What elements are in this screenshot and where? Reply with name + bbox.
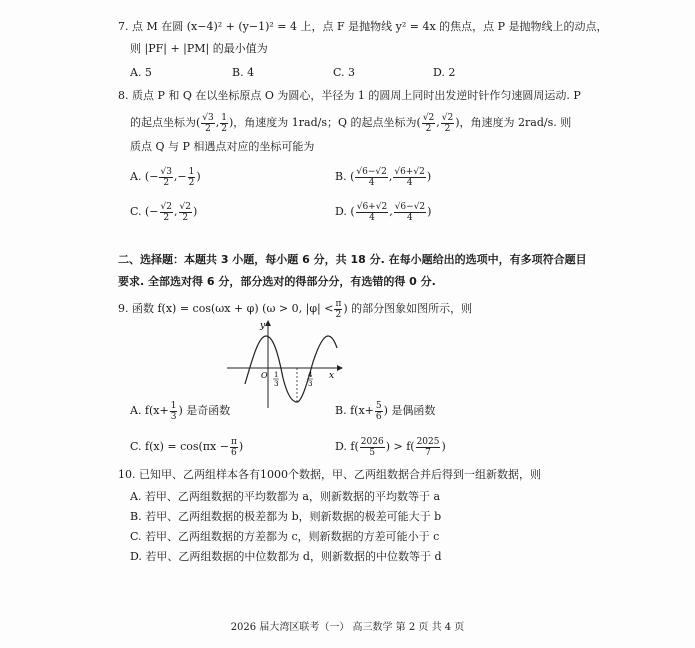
section2-instructions: 要求. 全部选对得 6 分，部分选对的得部分分，有选错的得 0 分. bbox=[118, 275, 436, 288]
y-axis-arrow bbox=[265, 320, 271, 326]
tick-4-3-den: 3 bbox=[308, 380, 313, 388]
q8-line2: 的起点坐标为( $\frac{√3}{2}$ , $\frac{1}{2}$ )，角速度为 1rad/s；Q 的起点坐标为( $\frac{√2}{2}$ , $\frac{√2}{2}$ )，角速度为 2rad/s. 则 bbox=[130, 112, 572, 134]
section2-heading: 二、选择题：本题共 3 小题，每小题 6 分，共 18 分. 在每小题给出的选项中，有多项符合题目 bbox=[118, 253, 587, 266]
cosine-curve bbox=[245, 336, 337, 402]
tick-4-3-num: 4 bbox=[308, 371, 313, 379]
axis-label-x: x bbox=[329, 371, 335, 381]
q7-line1: 7. 点 M 在圆 (x−4)² + (y−1)² = 4 上，点 F 是抛物线 y² = 4x 的焦点，点 P 是抛物线上的动点， bbox=[118, 20, 608, 33]
axis-label-y: y bbox=[260, 321, 266, 331]
q10-option-b: B. 若甲、乙两组数据的极差都为 b，则新数据的极差可能大于 b bbox=[130, 510, 442, 523]
q9-option-d: D. f( $\frac{2026}{5}$ ) > f( $\frac{2025}{7}$ ) bbox=[335, 436, 446, 458]
q8-option-c: C. (− $\frac{√2}{2}$ , $\frac{√2}{2}$ ) bbox=[130, 201, 198, 223]
frac-sqrt3-over-2: $\frac{√3}{2}$ bbox=[202, 112, 214, 134]
frac-1-over-2: $\frac{1}{2}$ bbox=[221, 112, 227, 134]
q10-option-d: D. 若甲、乙两组数据的中位数都为 d，则新数据的中位数等于 d bbox=[130, 550, 442, 563]
frac-sqrt2-over-2: $\frac{√2}{2}$ bbox=[422, 112, 435, 134]
tick-1-3-num: 1 bbox=[274, 371, 279, 379]
q9-option-a: A. f(x+ $\frac{1}{3}$ ) 是奇函数 bbox=[130, 400, 231, 422]
x-axis-arrow bbox=[337, 365, 343, 371]
frac-pi-over-2: $\frac{\pi}{2}$ bbox=[335, 298, 342, 320]
q8-option-d: D. ( $\frac{√6+√2}{4}$ , $\frac{√6-√2}{4}$ ) bbox=[335, 201, 432, 223]
q9-stem: 9. 函数 f(x) = cos(ωx + φ) (ω > 0, |φ| < $\frac{\pi}{2}$ ) 的部分图象如图所示，则 bbox=[118, 298, 473, 320]
q8-line1: 8. 质点 P 和 Q 在以坐标原点 O 为圆心，半径为 1 的圆周上同时出发逆时针作匀速圆周运动. P bbox=[118, 89, 581, 102]
frac-sqrt2-over-2: $\frac{√2}{2}$ bbox=[441, 112, 454, 134]
cosine-graph bbox=[225, 318, 345, 410]
q9-option-b: B. f(x+ $\frac{5}{6}$ ) 是偶函数 bbox=[335, 400, 436, 422]
q10-option-a: A. 若甲、乙两组数据的平均数都为 a，则新数据的平均数等于 a bbox=[130, 490, 441, 503]
tick-1-3-den: 3 bbox=[274, 380, 279, 388]
q10-option-c: C. 若甲、乙两组数据的方差都为 c，则新数据的方差可能小于 c bbox=[130, 530, 440, 543]
q10-stem: 10. 已知甲、乙两组样本各有1000个数据，甲、乙两组数据合并后得到一组新数据，则 bbox=[118, 468, 541, 481]
q7-line2: 则 |PF| + |PM| 的最小值为 bbox=[130, 42, 268, 55]
q7-option-b: B. 4 bbox=[232, 66, 255, 79]
q7-option-d: D. 2 bbox=[433, 66, 456, 79]
q9-option-c: C. f(x) = cos(πx − $\frac{\pi}{6}$ ) bbox=[130, 436, 244, 458]
q8-line3: 质点 Q 与 P 相遇点对应的坐标可能为 bbox=[130, 140, 315, 153]
q7-option-a: A. 5 bbox=[130, 66, 152, 79]
q8-option-b: B. ( $\frac{√6-√2}{4}$ , $\frac{√6+√2}{4}$ ) bbox=[335, 166, 432, 188]
q8-line2-c: )，角速度为 2rad/s. 则 bbox=[455, 116, 572, 129]
page-footer: 2026 届大湾区联考（一） 高三数学 第 2 页 共 4 页 bbox=[230, 622, 465, 633]
q8-line2-a: 的起点坐标为( bbox=[130, 116, 201, 129]
origin-label: O bbox=[261, 371, 268, 380]
q7-option-c: C. 3 bbox=[333, 66, 356, 79]
q8-option-a: A. (− $\frac{√3}{2}$ ,− $\frac{1}{2}$ ) bbox=[130, 166, 201, 188]
q8-line2-b: )，角速度为 1rad/s；Q 的起点坐标为( bbox=[229, 116, 421, 129]
